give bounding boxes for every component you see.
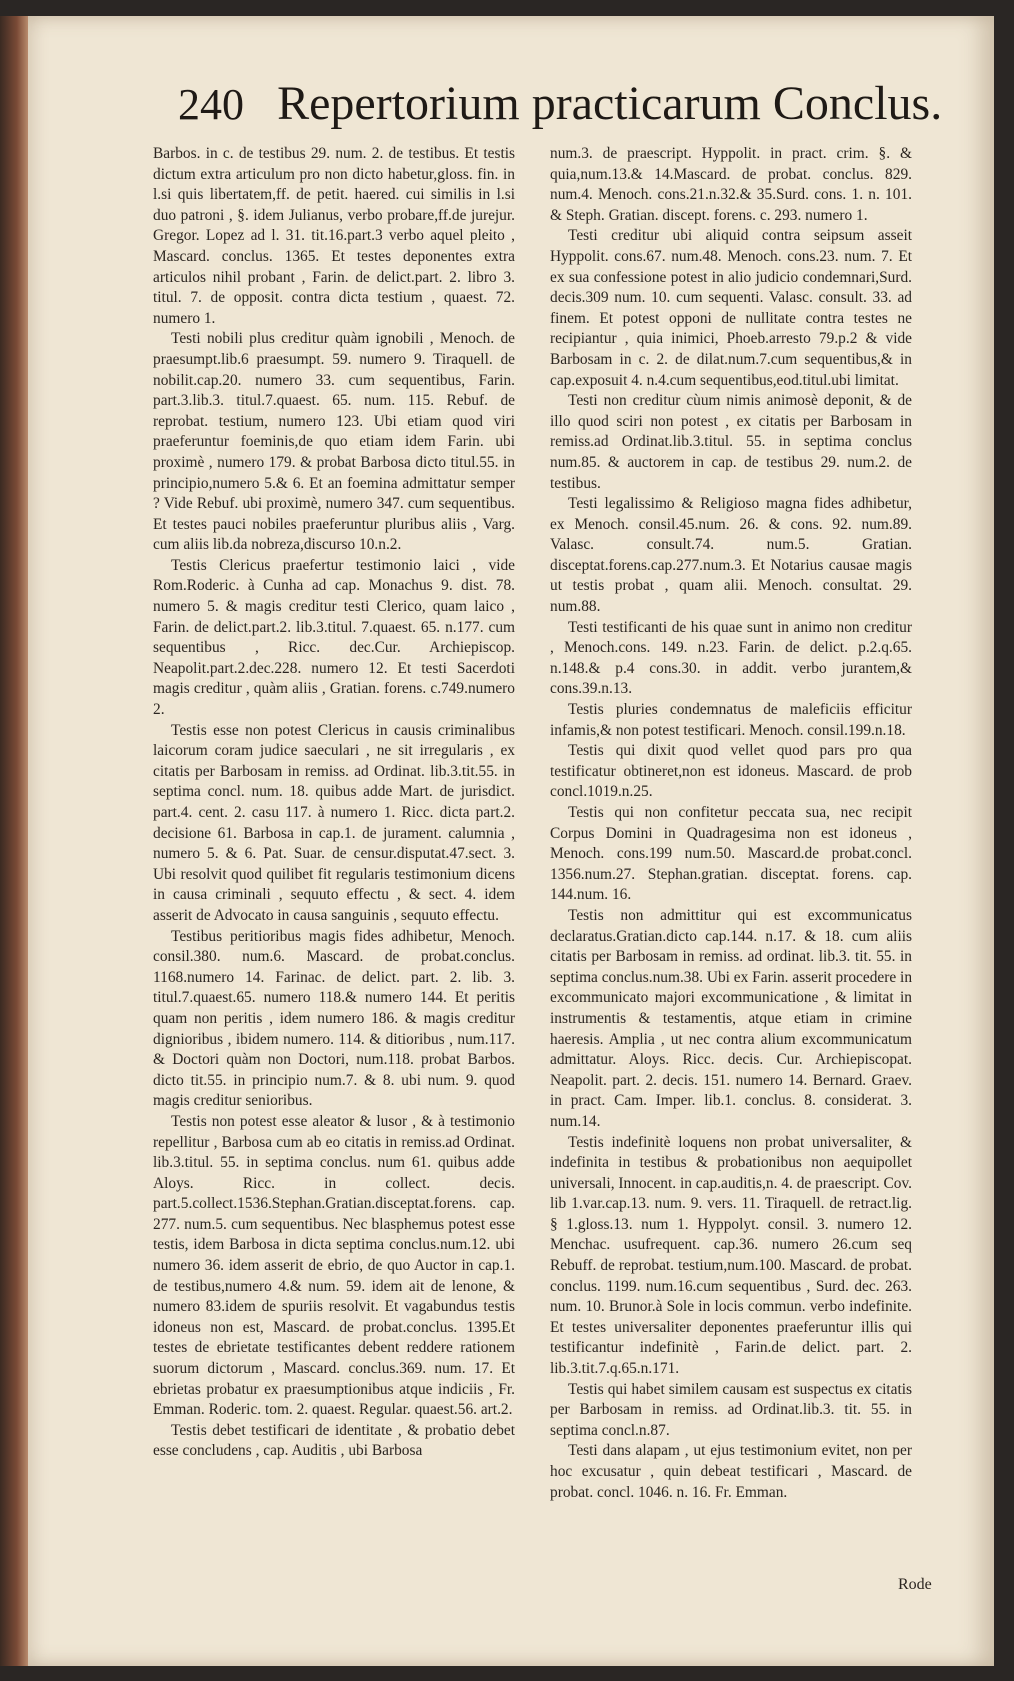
paragraph: Testis qui dixit quod vellet quod pars pro qua testificatur obtineret,non est idoneus. Mascard. de prob concl.1019.n.25. (550, 742, 912, 801)
paragraph: Testis esse non potest Clericus in causis criminalibus laicorum coram judice saeculari , ne sit irregularis , ex citatis per Barbosam in remiss. ad Ordinat. lib.3.tit.55. in septima concl. num. 18. quibus adde Mart. de jurisdict. part.4. cent. 2. casu 117. à numero 1. Ricc. dicta part.2. decisione 61. Barbosa in cap.1. de jurament. calumnia , numero 5. & 6. Pat. Suar. de censur.disputat.47.sect. 3. Ubi resolvit quod quilibet fit regularis testimonium dicens in causa criminali , sequuto effectu , & sect. 4. idem asserit de Advocato in causa sanguinis , sequuto effectu. (153, 721, 515, 924)
paragraph: Testis non admittitur qui est excommunicatus declaratus.Gratian.dicto cap.144. n.17. & 18. cum aliis citatis per Barbosam in remiss. ad ordinat. lib.3. tit. 55. in septima conclus.num.38. Ubi ex Farin. asserit procedere in excommunicato majori excommunicatione , & limitat in instrumentis & testamentis, atque etiam in crimine haeresis. Amplia , ut nec contra alium excommunicatum admittatur. Aloys. Ricc. decis. Cur. Archiepiscopat. Neapolit. part. 2. decis. 151. numero 14. Bernard. Graev. in pract. Cam. Imper. lib.1. conclus. 8. considerat. 3. num.14. (550, 906, 912, 1130)
running-title: Repertorium practicarum Conclus. (277, 77, 943, 130)
paragraph: Barbos. in c. de testibus 29. num. 2. de testibus. Et testis dictum extra articulum pro non dicto habetur,gloss. fin. in l.si quis libertatem,ff. de petit. haered. cui similis in l.si duo patroni , §. idem Julianus, verbo probare,ff.de jurejur. Gregor. Lopez ad l. 31. tit.16.part.3 verbo aquel pleito , Mascard. conclus. 1365. Et testes deponentes extra articulos nihil probant , Farin. de delict.part. 2. libro 3. titul. 7. de opposit. contra dicta testium , quaest. 72. numero 1. (153, 145, 515, 327)
right-column (550, 144, 912, 1574)
book-page (28, 16, 994, 1666)
catchword: Rode (898, 1576, 932, 1593)
paragraph: Testi testificanti de his quae sunt in animo non creditur , Menoch.cons. 149. n.23. Farin. de delict. p.2.q.65. n.148.& p.4 cons.30. in addit. verbo jurantem,& cons.39.n.13. (550, 618, 912, 698)
paragraph: Testis Clericus praefertur testimonio laici , vide Rom.Roderic. à Cunha ad cap. Monachus 9. dist. 78. numero 5. & magis creditur testi Clerico, quam laico , Farin. de delict.part.2. lib.3.titul. 7.quaest. 65. n.177. cum sequentibus , Ricc. dec.Cur. Archiepiscop. Neapolit.part.2.dec.228. numero 12. Et testi Sacerdoti magis creditur , quàm aliis , Gratian. forens. c.749.numero 2. (153, 556, 515, 719)
page-edge (0, 16, 28, 1666)
paragraph: Testis debet testificari de identitate , & probatio debet esse concludens , cap. Auditis , ubi Barbosa (153, 1421, 515, 1460)
paragraph: Testibus peritioribus magis fides adhibetur, Menoch. consil.380. num.6. Mascard. de probat.conclus. 1168.numero 14. Farinac. de delict. part. 2. lib. 3. titul.7.quaest.65. numero 118.& numero 144. Et peritis quam non peritis , idem numero 186. & magis creditur dignioribus , ibidem numero. 114. & ditioribus , num.117. & Doctori quàm non Doctori, num.118. probat Barbos. dicto tit.55. in principio num.7. & 8. ubi num. 9. quod magis creditur senioribus. (153, 927, 515, 1110)
paragraph: Testi dans alapam , ut ejus testimonium evitet, non per hoc excusatur , quin debeat testificari , Mascard. de probat. concl. 1046. n. 16. Fr. Emman. (550, 1442, 912, 1501)
page-header (178, 76, 958, 146)
left-column (153, 144, 515, 1574)
paragraph: Testis qui non confitetur peccata sua, nec recipit Corpus Domini in Quadragesima non est idoneus , Menoch. cons.199 num.50. Mascard.de probat.concl. 1356.num.27. Stephan.gratian. disceptat. forens. cap. 144.num. 16. (550, 804, 912, 904)
paragraph: Testi non creditur cùum nimis animosè deponit, & de illo quod sciri non potest , ex citatis per Barbosam in remiss.ad Ordinat.lib.3.titul. 55. in septima conclus num.85. & auctorem in cap. de testibus 29. num.2. de testibus. (550, 392, 912, 492)
paragraph: Testis non potest esse aleator & lusor , & à testimonio repellitur , Barbosa cum ab eo citatis in remiss.ad Ordinat. lib.3.titul. 55. in septima conclus. num 61. quibus adde Aloys. Ricc. in collect. decis. part.5.collect.1536.Stephan.Gratian.disceptat.forens. cap. 277. num.5. cum sequentibus. Nec blasphemus potest esse testis, idem Barbosa in dicta septima conclus.num.12. ubi numero 36. idem asserit de ebrio, de quo Auctor in cap.1. de testibus,numero 4.& num. 59. idem ait de lenone, & numero 83.idem de spuriis resolvit. Et vagabundus testis idoneus non est, Mascard. de probat.conclus. 1395.Et testes de ebrietate testificantes debent reddere rationem suorum dictorum , Mascard. conclus.369. num. 17. Et ebrietas probatur ex praesumptionibus atque indiciis , Fr. Emman. Roderic. tom. 2. quaest. Regular. quaest.56. art.2. (153, 1112, 515, 1419)
paragraph: Testis indefinitè loquens non probat universaliter, & indefinita in testibus & probationibus non aequipollet universali, Innocent. in cap.auditis,n. 4. de praescript. Cov. lib 1.var.cap.13. num. 9. vers. 11. Tiraquell. de retract.lig. § 1.gloss.13. num 1. Hyppolyt. consil. 3. numero 12. Menchac. usufrequent. cap.36. numero 26.cum seq Rebuff. de reprobat. testium,num.100. Mascard. de probat. conclus. 1199. num.16.cum sequentibus , Surd. dec. 263. num. 10. Brunor.à Sole in locis commun. verbo indefinite. Et testes universaliter deponentes praeferuntur illis qui testificantur indefinitè , Farin.de delict. part. 2. lib.3.tit.7.q.65.n.171. (550, 1133, 912, 1378)
paragraph: Testis pluries condemnatus de maleficiis efficitur infamis,& non potest testificari. Menoch. consil.199.n.18. (550, 701, 912, 739)
page-number: 240 (178, 80, 244, 129)
paragraph: Testis qui habet similem causam est suspectus ex citatis per Barbosam in remiss. ad Ordinat.lib.3. tit. 55. in septima concl.n.87. (550, 1380, 912, 1439)
paragraph: Testi creditur ubi aliquid contra seipsum asseit Hyppolit. cons.67. num.48. Menoch. cons.23. num. 7. Et ex sua confessione potest in alio judicio condemnari,Surd. decis.309 num. 10. cum sequenti. Valasc. consult. 33. ad finem. Et potest opponi de nullitate contra testes ne recipiantur , quia inimici, Phoeb.arresto 79.p.2 & vide Barbosam in c. 2. de dilat.num.7.cum sequentibus,& in cap.exposuit 4. n.4.cum sequentibus,eod.titul.ubi limitat. (550, 227, 912, 389)
paragraph: Testi nobili plus creditur quàm ignobili , Menoch. de praesumpt.lib.6 praesumpt. 59. numero 9. Tiraquell. de nobilit.cap.20. numero 33. cum sequentibus, Farin. part.3.lib.3. titul.7.quaest. 65. num. 115. Rebuf. de reprobat. testium, numero 123. Ubi etiam quod viri praeferuntur foeminis,de quo etiam idem Farin. ubi proximè , numero 179. & probat Barbosa dicto titul.55. in principio,numero 5.& 6. Et an foemina admittatur semper ? Vide Rebuf. ubi proximè, numero 347. cum sequentibus. Et testes pauci nobiles praeferuntur pluribus aliis , Varg. cum aliis lib.da nobreza,discurso 10.n.2. (153, 330, 515, 554)
paragraph: Testi legalissimo & Religioso magna fides adhibetur, ex Menoch. consil.45.num. 26. & cons. 92. num.89. Valasc. consult.74. num.5. Gratian. disceptat.forens.cap.277.num.3. Et Notarius causae magis ut testis probat , quam alii. Menoch. consultat. 29. num.88. (550, 495, 912, 616)
paragraph: num.3. de praescript. Hyppolit. in pract. crim. §. & quia,num.13.& 14.Mascard. de probat. conclus. 829. num.4. Menoch. cons.21.n.32.& 35.Surd. cons. 1. n. 101. & Steph. Gratian. discept. forens. c. 293. numero 1. (550, 145, 912, 224)
